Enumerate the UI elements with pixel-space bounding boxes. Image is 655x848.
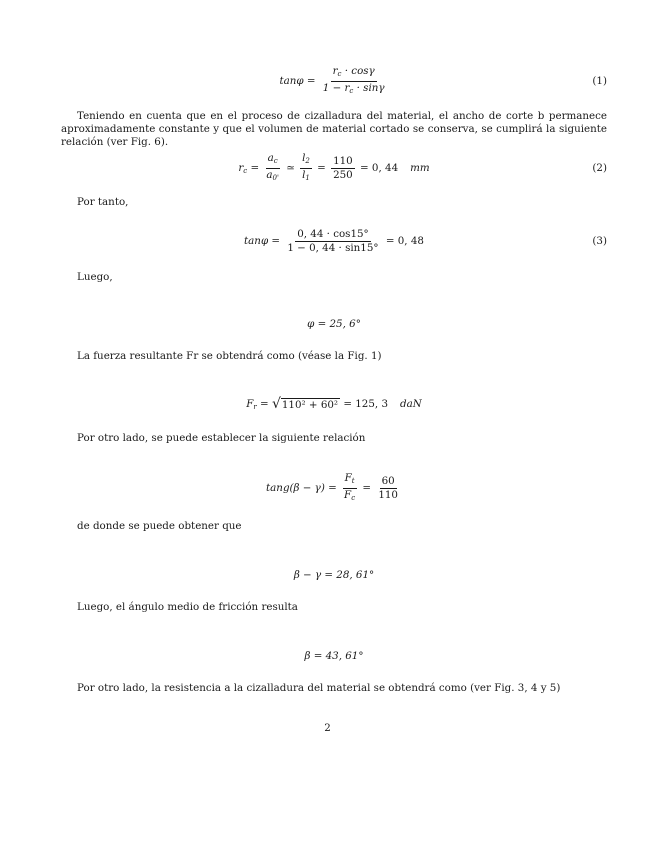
eq3-lhs: tanφ bbox=[244, 235, 269, 247]
eq2-fraction-a: $\frac{a_c}{a_{0'}}$ bbox=[266, 151, 279, 182]
paragraph-6: de donde se puede obtener que bbox=[77, 520, 242, 532]
paragraph-7: Luego, el ángulo medio de fricción resulta bbox=[77, 601, 298, 613]
equation-3: tanφ = $\frac{0, 44 \cdot \cos 15^\circ}{1 - 0, 44 \cdot \sin 15^\circ}$ = 0, 48 (3) bbox=[244, 227, 607, 254]
paragraph-8: Por otro lado, la resistencia a la cizalladura del material se obtendrá como (ver Fig. 3, 4 y 5) bbox=[77, 682, 561, 694]
eq1-lhs: tanφ bbox=[279, 75, 304, 87]
eq1-den-a: 1 − r bbox=[322, 81, 350, 94]
eq-fr-unit: daN bbox=[400, 398, 422, 410]
equation-tang: tang(β − γ) = $\frac{F_t}{F_c}$ = $\frac{60}{110}$ bbox=[266, 471, 398, 502]
eq2-approx: ≃ bbox=[286, 162, 295, 174]
eq-tang-fraction-values: $\frac{60}{110}$ bbox=[378, 474, 398, 501]
eq-fr-result: = 125, 3 bbox=[343, 398, 388, 410]
paragraph-4: La fuerza resultante Fr se obtendrá como (véase la Fig. 1) bbox=[77, 350, 382, 362]
eq1-num-a: r bbox=[332, 64, 338, 77]
eq3-result: = 0, 48 bbox=[385, 235, 424, 247]
paragraph-2: Por tanto, bbox=[77, 196, 129, 208]
eq3-numerator: 0, 44 · cos15° bbox=[297, 227, 369, 240]
page-number: 2 bbox=[324, 722, 331, 734]
equation-1: tanφ = $\frac{r_c \cdot \cos\gamma}{1 - r_c \cdot \sin\gamma}$ (1) bbox=[279, 64, 607, 95]
eq2-fraction-values: $\frac{110}{250}$ bbox=[333, 154, 353, 181]
eq2-result: = 0, 44 bbox=[360, 162, 399, 174]
eq3-number: (3) bbox=[592, 235, 607, 247]
eq2-lhs-sub: c bbox=[243, 166, 248, 175]
equation-beta-gamma bbox=[61, 568, 607, 582]
eq1-fraction bbox=[321, 66, 387, 97]
equation-beta bbox=[61, 649, 607, 663]
equation-phi bbox=[61, 317, 607, 331]
eq2-lhs: r bbox=[238, 161, 244, 174]
eq-fr-radicand: 110² + 60² bbox=[281, 399, 339, 411]
eq2-number: (2) bbox=[592, 162, 607, 174]
eq1-number: (1) bbox=[592, 75, 607, 87]
eq-fr-lhs: F bbox=[246, 397, 254, 410]
eq-tang-lhs: tang(β − γ) bbox=[266, 482, 325, 494]
eq-beta-gamma-text: β − γ = 28, 61° bbox=[293, 569, 375, 581]
eq3-denominator: 1 − 0, 44 · sin15° bbox=[287, 241, 379, 254]
eq-phi-text: φ = 25, 6° bbox=[307, 318, 361, 330]
eq-fr-sqrt: √ 110² + 60² bbox=[271, 396, 339, 412]
eq2-fraction-l: $\frac{l_2}{l_1}$ bbox=[302, 151, 310, 182]
paragraph-1: Teniendo en cuenta que en el proceso de cizalladura del material, el ancho de corte b permanece aproximadamente constante y que el volumen de material cortado se conserva, se cumplirá la siguiente relación (ver Fig. 6). bbox=[61, 110, 607, 148]
eq3-fraction bbox=[285, 229, 380, 254]
equation-fr: $F_r$ = √ 110² + 60² = 125, 3 daN bbox=[246, 396, 422, 412]
eq2-unit: mm bbox=[410, 162, 430, 174]
paragraph-5: Por otro lado, se puede establecer la siguiente relación bbox=[77, 432, 366, 444]
paragraph-3: Luego, bbox=[77, 271, 113, 283]
eq1-den-sub: c bbox=[349, 86, 354, 95]
eq-tang-fraction-f: $\frac{F_t}{F_c}$ bbox=[344, 471, 356, 502]
eq1-num-sub: c bbox=[337, 69, 342, 78]
eq1-den-b: · sinγ bbox=[356, 81, 385, 94]
eq1-num-b: · cosγ bbox=[344, 64, 375, 77]
eq-beta-text: β = 43, 61° bbox=[304, 650, 364, 662]
equation-2: $r_c$ = $\frac{a_c}{a_{0'}}$ ≃ $\frac{l_2}{l_1}$ = $\frac{110}{250}$ = 0, 44 mm (2) bbox=[238, 151, 607, 182]
